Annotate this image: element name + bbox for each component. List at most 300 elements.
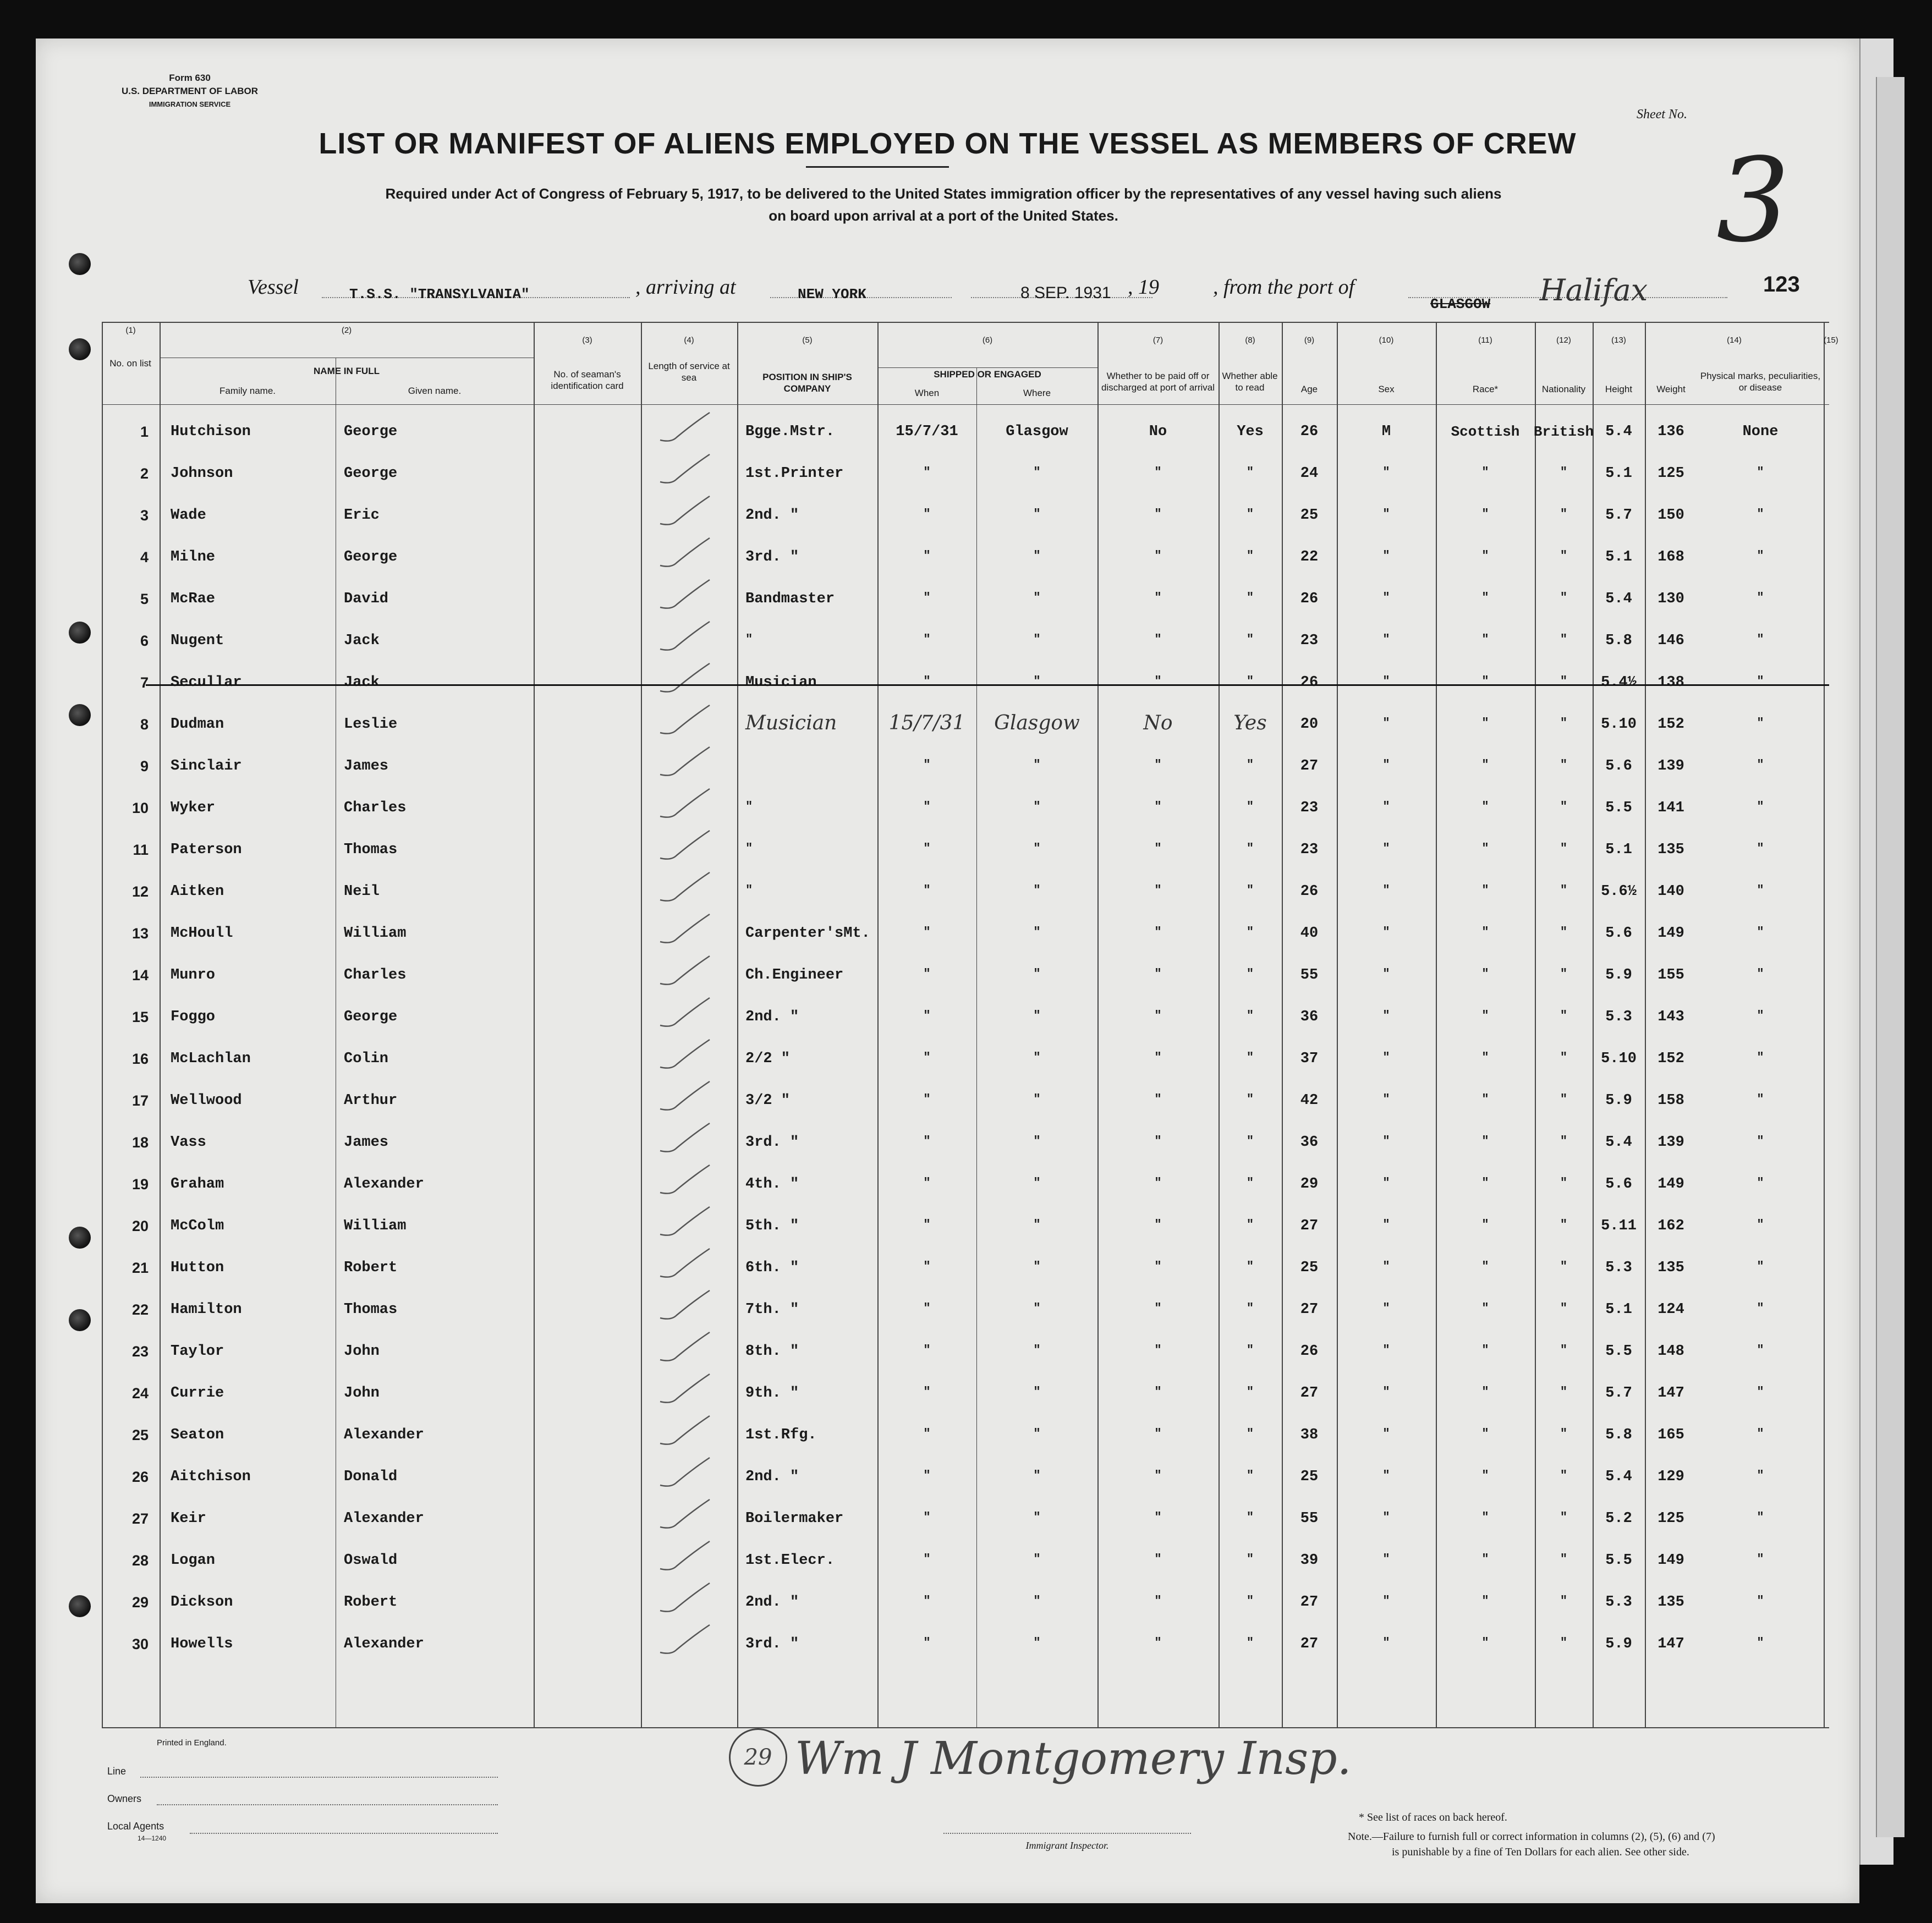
table-left-rule: [102, 322, 103, 1727]
cell-where: ": [1033, 1343, 1041, 1357]
cell-age: 55: [1300, 1510, 1319, 1527]
cell-given: Robert: [344, 1260, 398, 1276]
cell-marks: ": [1757, 1176, 1764, 1190]
cell-paid: ": [1154, 883, 1162, 897]
cell-position: 2nd. ": [745, 1469, 799, 1485]
cell-position: 7th. ": [745, 1301, 799, 1318]
check-mark-icon: [655, 870, 715, 908]
cell-weight: 168: [1657, 549, 1684, 565]
cell-nationality: ": [1560, 465, 1568, 479]
punch-hole-icon: [69, 253, 91, 275]
check-mark-icon: [655, 1037, 715, 1075]
punch-hole-icon: [69, 622, 91, 644]
table-bottom-rule: [102, 1727, 1829, 1728]
cell-read: ": [1246, 967, 1254, 981]
cell-paid: ": [1154, 1636, 1162, 1650]
cell-age: 27: [1300, 1301, 1319, 1318]
cell-read: ": [1246, 883, 1254, 897]
check-mark-icon: [655, 1329, 715, 1368]
cell-paid: ": [1154, 1301, 1162, 1315]
cell-given: Charles: [344, 967, 407, 984]
cell-race: ": [1481, 1552, 1489, 1566]
cell-read: Yes: [1233, 712, 1267, 734]
cell-nationality: ": [1560, 842, 1568, 855]
cell-nationality: ": [1560, 925, 1568, 939]
cell-when: ": [923, 633, 931, 646]
cell-given: George: [344, 424, 398, 440]
row-number: 16: [131, 1051, 149, 1067]
cell-weight: 148: [1657, 1343, 1684, 1360]
cell-paid: ": [1154, 925, 1162, 939]
cell-sex: ": [1382, 1009, 1390, 1023]
cell-nationality: ": [1560, 1510, 1568, 1524]
cell-age: 25: [1300, 507, 1319, 524]
cell-race: ": [1481, 674, 1489, 688]
cell-nationality: ": [1560, 1385, 1568, 1399]
punch-hole-icon: [69, 1309, 91, 1331]
cell-race: ": [1481, 1051, 1489, 1064]
cell-paid: ": [1154, 633, 1162, 646]
row-number: 30: [131, 1636, 149, 1652]
punch-hole-icon: [69, 1227, 91, 1249]
cell-given: James: [344, 758, 389, 774]
cell-read: ": [1246, 1427, 1254, 1441]
col-rule: [160, 322, 161, 1727]
cell-marks: ": [1757, 1092, 1764, 1106]
cell-age: 39: [1300, 1552, 1319, 1569]
cell-nationality: ": [1560, 1636, 1568, 1650]
cell-family: Nugent: [171, 633, 224, 649]
cell-nationality: ": [1560, 1176, 1568, 1190]
col-head-able-read: Whether able to read: [1222, 371, 1278, 393]
cell-sex: ": [1382, 883, 1390, 897]
col-head-weight: Weight: [1656, 384, 1686, 394]
cell-height: 5.6½: [1601, 883, 1637, 900]
check-mark-icon: [655, 1371, 715, 1410]
cell-family: Hutton: [171, 1260, 224, 1276]
cell-family: Logan: [171, 1552, 216, 1569]
cell-when: ": [923, 1385, 931, 1399]
cell-where: ": [1033, 1176, 1041, 1190]
check-mark-icon: [655, 828, 715, 866]
cell-age: 23: [1300, 800, 1319, 816]
cell-when: ": [923, 1134, 931, 1148]
cell-weight: 130: [1657, 591, 1684, 607]
cell-marks: ": [1757, 1051, 1764, 1064]
cell-position: 2/2 ": [745, 1051, 791, 1067]
cell-weight: 149: [1657, 925, 1684, 942]
cell-family: Wellwood: [171, 1092, 242, 1109]
cell-race: ": [1481, 1009, 1489, 1023]
cell-sex: ": [1382, 1594, 1390, 1608]
cell-given: Leslie: [344, 716, 398, 733]
cell-when: ": [923, 1594, 931, 1608]
cell-given: Jack: [344, 674, 380, 691]
cell-when: ": [923, 1009, 931, 1023]
check-mark-icon: [655, 452, 715, 490]
cell-height: 5.5: [1605, 800, 1632, 816]
cell-height: 5.9: [1605, 1636, 1632, 1652]
cell-age: 26: [1300, 1343, 1319, 1360]
sheet-number: 3: [1716, 133, 1790, 268]
cell-weight: 149: [1657, 1176, 1684, 1193]
cell-read: ": [1246, 758, 1254, 772]
cell-height: 5.9: [1605, 1092, 1632, 1109]
row-number: 21: [131, 1260, 149, 1276]
cell-read: ": [1246, 1051, 1254, 1064]
cell-race: ": [1481, 883, 1489, 897]
cell-height: 5.3: [1605, 1260, 1632, 1276]
cell-when: ": [923, 1469, 931, 1482]
cell-read: ": [1246, 842, 1254, 855]
cell-family: Hutchison: [171, 424, 251, 440]
cell-age: 26: [1300, 674, 1319, 691]
cell-height: 5.8: [1605, 1427, 1632, 1443]
cell-family: Munro: [171, 967, 216, 984]
check-mark-icon: [655, 702, 715, 741]
cell-sex: ": [1382, 1469, 1390, 1482]
row-number: 26: [131, 1469, 149, 1485]
cell-given: Alexander: [344, 1176, 424, 1193]
arrival-date-field: [971, 275, 1152, 302]
row-number: 13: [131, 925, 149, 942]
cell-read: ": [1246, 1552, 1254, 1566]
cell-given: James: [344, 1134, 389, 1151]
cell-marks: ": [1757, 674, 1764, 688]
cell-sex: ": [1382, 716, 1390, 730]
cell-read: ": [1246, 1385, 1254, 1399]
cell-where: ": [1033, 549, 1041, 563]
strike-through-line: [146, 684, 1829, 686]
cell-race: ": [1481, 1134, 1489, 1148]
cell-race: ": [1481, 842, 1489, 855]
cell-where: ": [1033, 674, 1041, 688]
cell-weight: 158: [1657, 1092, 1684, 1109]
cell-position: ": [745, 842, 753, 855]
col-rule: [737, 322, 738, 1727]
cell-when: ": [923, 1260, 931, 1273]
cell-height: 5.6: [1605, 758, 1632, 774]
cell-when: ": [923, 1092, 931, 1106]
cell-sex: ": [1382, 1260, 1390, 1273]
cell-marks: None: [1742, 424, 1779, 440]
cell-family: Aitchison: [171, 1469, 251, 1485]
cell-race: ": [1481, 758, 1489, 772]
cell-given: Alexander: [344, 1636, 424, 1652]
check-mark-icon: [655, 1162, 715, 1201]
cell-height: 5.6: [1605, 1176, 1632, 1193]
service-name: IMMIGRATION SERVICE: [149, 100, 231, 108]
col-head-nationality: Nationality: [1541, 384, 1586, 394]
cell-weight: 149: [1657, 1552, 1684, 1569]
cell-sex: ": [1382, 465, 1390, 479]
col-num-2: (2): [341, 326, 352, 335]
cell-read: ": [1246, 465, 1254, 479]
cell-family: Dickson: [171, 1594, 233, 1611]
cell-read: ": [1246, 1636, 1254, 1650]
cell-paid: No: [1149, 424, 1167, 440]
form-code: 14—1240: [138, 1834, 167, 1842]
cell-paid: ": [1154, 1552, 1162, 1566]
cell-given: Thomas: [344, 842, 398, 858]
cell-read: ": [1246, 1469, 1254, 1482]
title-underline: [806, 166, 949, 168]
cell-age: 40: [1300, 925, 1319, 942]
cell-position: Bgge.Mstr.: [745, 424, 835, 440]
row-number: 25: [131, 1427, 149, 1443]
cell-when: ": [923, 549, 931, 563]
cell-given: Robert: [344, 1594, 398, 1611]
cell-sex: ": [1382, 967, 1390, 981]
vessel-name: T.S.S. "TRANSYLVANIA": [349, 286, 530, 303]
penalty-note-line-2: is punishable by a fine of Ten Dollars for each alien. See other side.: [1392, 1846, 1689, 1858]
row-number: 10: [131, 800, 149, 816]
cell-race: ": [1481, 1469, 1489, 1482]
cell-where: ": [1033, 883, 1041, 897]
row-number: 8: [140, 716, 149, 733]
cell-where: ": [1033, 1469, 1041, 1482]
inspector-signature: Wm J Montgomery Insp.: [795, 1733, 1352, 1785]
cell-age: 55: [1300, 967, 1319, 984]
cell-where: ": [1033, 1301, 1041, 1315]
cell-height: 5.6: [1605, 925, 1632, 942]
col-num-9: (9): [1304, 336, 1315, 345]
cell-family: Taylor: [171, 1343, 224, 1360]
check-mark-icon: [655, 1539, 715, 1577]
races-footnote: * See list of races on back hereof.: [1359, 1811, 1507, 1823]
cell-nationality: ": [1560, 1427, 1568, 1441]
cell-when: ": [923, 800, 931, 814]
cell-marks: ": [1757, 925, 1764, 939]
cell-read: ": [1246, 1009, 1254, 1023]
col-num-13: (13): [1611, 336, 1626, 345]
cell-sex: ": [1382, 1510, 1390, 1524]
cell-age: 22: [1300, 549, 1319, 565]
cell-given: Donald: [344, 1469, 398, 1485]
cell-weight: 135: [1657, 1260, 1684, 1276]
cell-family: Aitken: [171, 883, 224, 900]
cell-age: 27: [1300, 1385, 1319, 1402]
cell-nationality: ": [1560, 716, 1568, 730]
cell-weight: 141: [1657, 800, 1684, 816]
check-mark-icon: [655, 1120, 715, 1159]
form-identifier: [102, 72, 278, 111]
cell-paid: ": [1154, 800, 1162, 814]
cell-family: Seaton: [171, 1427, 224, 1443]
cell-nationality: ": [1560, 1260, 1568, 1273]
cell-marks: ": [1757, 1594, 1764, 1608]
cell-marks: ": [1757, 549, 1764, 563]
cell-paid: ": [1154, 1051, 1162, 1064]
row-number: 12: [131, 883, 149, 900]
cell-family: Secullar: [171, 674, 242, 691]
cell-race: ": [1481, 1594, 1489, 1608]
cell-family: Keir: [171, 1510, 206, 1527]
cell-paid: ": [1154, 1343, 1162, 1357]
cell-weight: 155: [1657, 967, 1684, 984]
cell-when: ": [923, 925, 931, 939]
row-number: 14: [131, 967, 149, 984]
cell-age: 23: [1300, 633, 1319, 649]
cell-race: ": [1481, 716, 1489, 730]
check-mark-icon: [655, 661, 715, 699]
check-mark-icon: [655, 1622, 715, 1661]
cell-where: ": [1033, 1552, 1041, 1566]
cell-position: 3rd. ": [745, 1636, 799, 1652]
check-mark-icon: [655, 953, 715, 992]
cell-where: ": [1033, 800, 1041, 814]
col-num-7: (7): [1152, 336, 1163, 345]
cell-read: ": [1246, 800, 1254, 814]
cell-nationality: ": [1560, 1051, 1568, 1064]
from-port-struck: GLASGOW: [1430, 296, 1491, 312]
cell-marks: ": [1757, 507, 1764, 521]
cell-weight: 162: [1657, 1218, 1684, 1234]
cell-where: ": [1033, 1427, 1041, 1441]
cell-sex: ": [1382, 1134, 1390, 1148]
cell-race: ": [1481, 549, 1489, 563]
cell-position: 9th. ": [745, 1385, 799, 1402]
cell-weight: 147: [1657, 1385, 1684, 1402]
cell-age: 27: [1300, 1218, 1319, 1234]
cell-family: Foggo: [171, 1009, 216, 1025]
cell-nationality: ": [1560, 800, 1568, 814]
row-number: 23: [131, 1343, 149, 1360]
cell-nationality: ": [1560, 967, 1568, 981]
check-mark-icon: [655, 577, 715, 616]
cell-family: Vass: [171, 1134, 206, 1151]
cell-paid: ": [1154, 1134, 1162, 1148]
cell-weight: 152: [1657, 716, 1684, 733]
cell-age: 27: [1300, 758, 1319, 774]
cell-race: ": [1481, 465, 1489, 479]
cell-nationality: ": [1560, 674, 1568, 688]
row-number: 28: [131, 1552, 149, 1569]
cell-sex: ": [1382, 925, 1390, 939]
check-mark-icon: [655, 1455, 715, 1493]
col-head-when: When: [914, 388, 940, 398]
col-head-no-on-list: No. on list: [109, 358, 151, 369]
cell-height: 5.1: [1605, 1301, 1632, 1318]
cell-weight: 143: [1657, 1009, 1684, 1025]
punch-hole-icon: [69, 704, 91, 726]
cell-race: ": [1481, 1218, 1489, 1232]
cell-position: 8th. ": [745, 1343, 799, 1360]
arriving-port: NEW YORK: [798, 286, 866, 303]
check-mark-icon: [655, 1079, 715, 1117]
cell-marks: ": [1757, 1260, 1764, 1273]
col-head-physical-marks: Physical marks, peculiarities, or disease: [1700, 371, 1821, 393]
cell-height: 5.4: [1605, 591, 1632, 607]
cell-paid: ": [1154, 1427, 1162, 1441]
cell-where: ": [1033, 1009, 1041, 1023]
cell-height: 5.4½: [1601, 674, 1637, 691]
col-num-10: (10): [1379, 336, 1394, 345]
cell-race: ": [1481, 1510, 1489, 1524]
col-num-5: (5): [802, 336, 813, 345]
owners-field: [157, 1804, 498, 1805]
cell-sex: ": [1382, 633, 1390, 646]
col-num-14: (14): [1727, 336, 1742, 345]
cell-marks: ": [1757, 591, 1764, 605]
cell-where: ": [1033, 633, 1041, 646]
check-mark-icon: [655, 619, 715, 657]
cell-paid: ": [1154, 465, 1162, 479]
cell-nationality: ": [1560, 883, 1568, 897]
cell-family: Wade: [171, 507, 206, 524]
cell-family: McColm: [171, 1218, 224, 1234]
cell-position: ": [745, 883, 753, 897]
cell-age: 42: [1300, 1092, 1319, 1109]
check-mark-icon: [655, 995, 715, 1034]
check-mark-icon: [655, 493, 715, 532]
cell-given: David: [344, 591, 389, 607]
cell-when: ": [923, 465, 931, 479]
cell-race: ": [1481, 1385, 1489, 1399]
cell-given: William: [344, 925, 407, 942]
cell-nationality: ": [1560, 1469, 1568, 1482]
cell-where: ": [1033, 1594, 1041, 1608]
cell-sex: ": [1382, 1636, 1390, 1650]
cell-when: ": [923, 842, 931, 855]
cell-weight: 140: [1657, 883, 1684, 900]
cell-where: ": [1033, 842, 1041, 855]
cell-sex: ": [1382, 674, 1390, 688]
cell-position: 1st.Printer: [745, 465, 844, 482]
from-port-label: , from the port of: [1213, 276, 1355, 299]
row-number: 22: [131, 1301, 149, 1318]
cell-given: Neil: [344, 883, 380, 900]
cell-position: 2nd. ": [745, 1009, 799, 1025]
cell-age: 25: [1300, 1469, 1319, 1485]
cell-position: ": [745, 800, 753, 814]
row-number: 2: [140, 465, 149, 482]
cell-age: 27: [1300, 1636, 1319, 1652]
punch-hole-icon: [69, 338, 91, 360]
cell-marks: ": [1757, 1469, 1764, 1482]
cell-marks: ": [1757, 842, 1764, 855]
cell-height: 5.4: [1605, 1469, 1632, 1485]
cell-when: ": [923, 883, 931, 897]
col-head-length-service: Length of service at sea: [648, 361, 730, 383]
cell-read: ": [1246, 591, 1254, 605]
cell-weight: 129: [1657, 1469, 1684, 1485]
check-mark-icon: [655, 535, 715, 574]
cell-age: 37: [1300, 1051, 1319, 1067]
col-num-4: (4): [684, 336, 694, 345]
cell-age: 23: [1300, 842, 1319, 858]
cell-age: 26: [1300, 424, 1319, 440]
cell-position: 2nd. ": [745, 1594, 799, 1611]
local-agents-label: Local Agents: [107, 1821, 164, 1832]
cell-sex: ": [1382, 1301, 1390, 1315]
arrival-date: 8 SEP. 1931: [1020, 284, 1111, 302]
cell-height: 5.1: [1605, 465, 1632, 482]
punch-hole-icon: [69, 1595, 91, 1617]
cell-marks: ": [1757, 1552, 1764, 1566]
cell-race: ": [1481, 1636, 1489, 1650]
cell-given: John: [344, 1385, 380, 1402]
cell-paid: ": [1154, 967, 1162, 981]
col-head-family-name: Family name.: [219, 386, 276, 396]
cell-age: 38: [1300, 1427, 1319, 1443]
cell-read: ": [1246, 633, 1254, 646]
cell-given: Jack: [344, 633, 380, 649]
cell-read: ": [1246, 1343, 1254, 1357]
cell-where: ": [1033, 507, 1041, 521]
cell-given: Arthur: [344, 1092, 398, 1109]
cell-read: ": [1246, 674, 1254, 688]
